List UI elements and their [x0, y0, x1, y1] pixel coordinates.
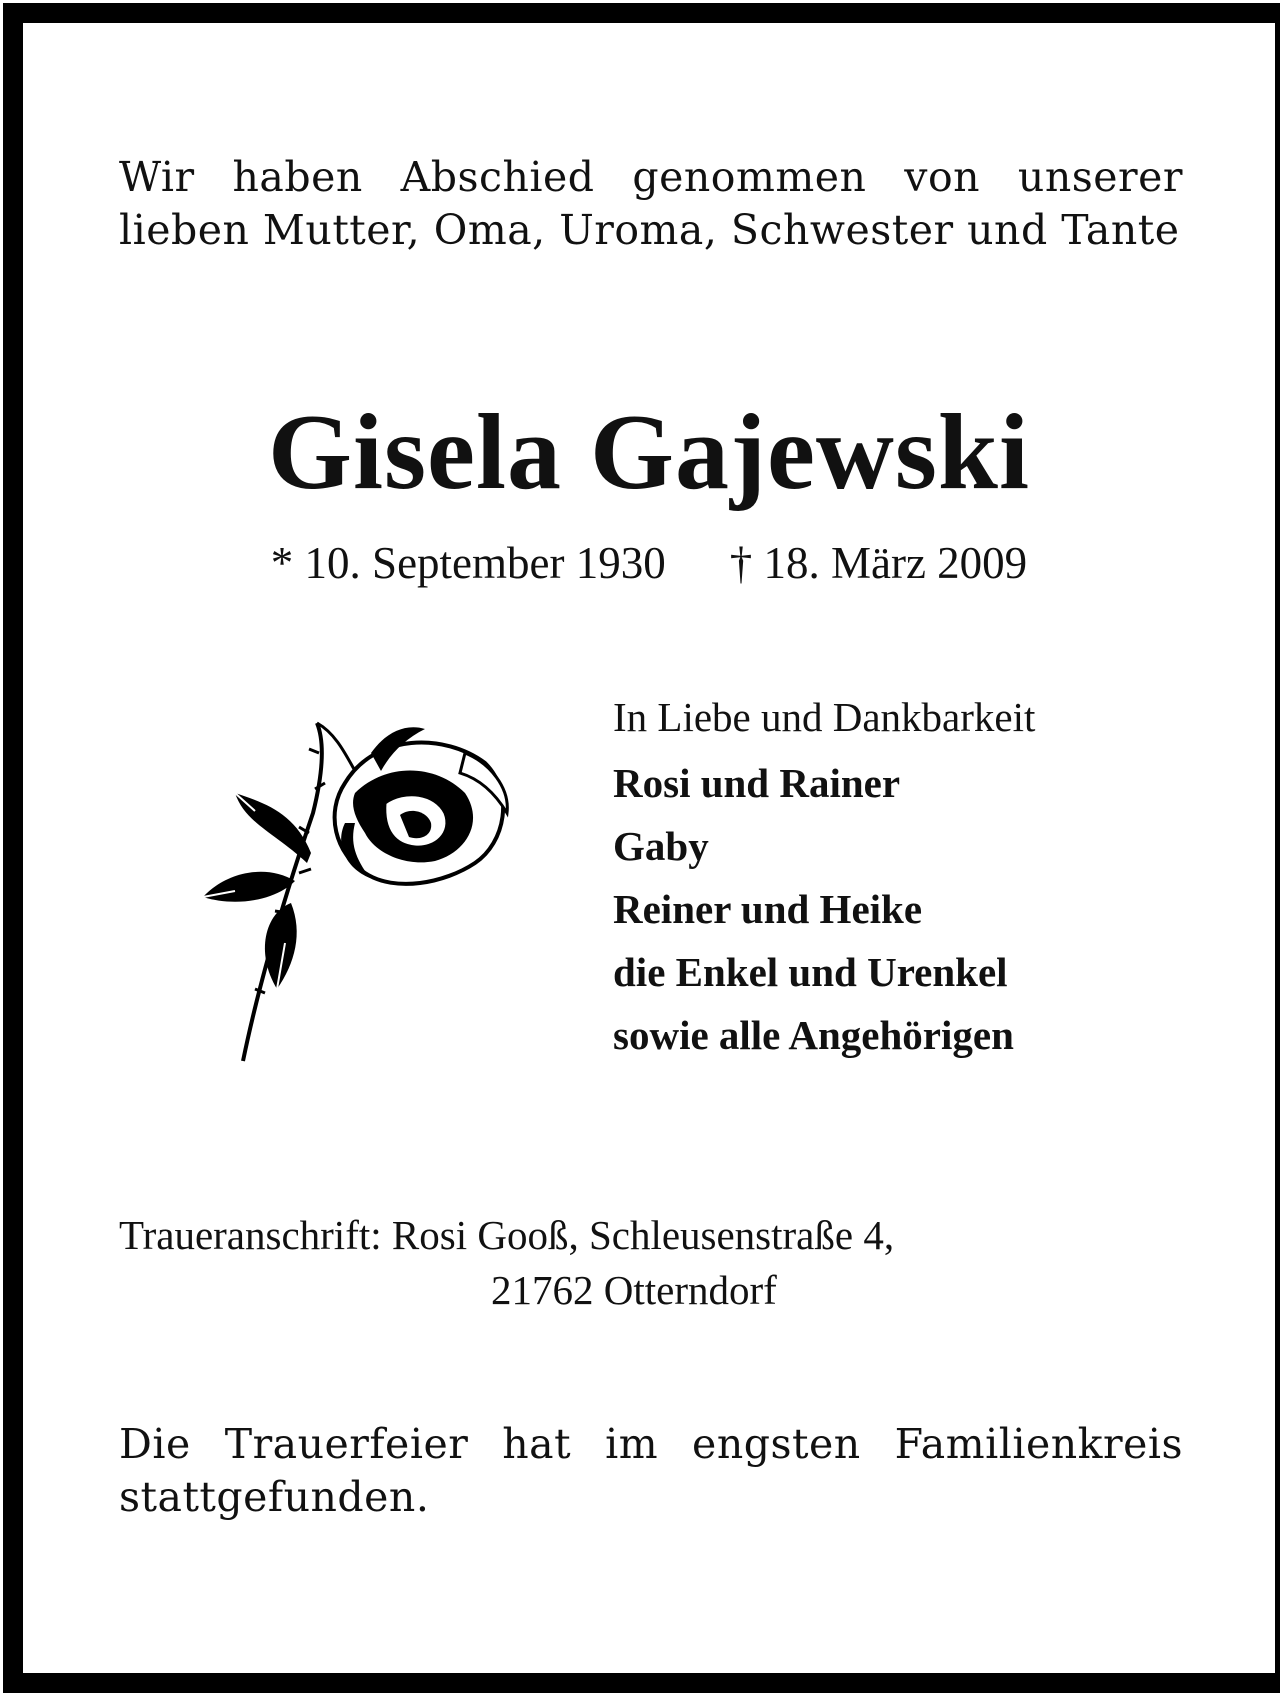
closing-text: Die Trauerfeier hat im engsten Familienkreis stattgefunden. [119, 1420, 1183, 1521]
intro-text: Wir haben Abschied genommen von unserer lieben Mutter, Oma, Uroma, Schwester und Tante [119, 153, 1183, 254]
family-lead: In Liebe und Dankbarkeit [613, 694, 1036, 740]
address-line2: 21762 Otterndorf [491, 1267, 777, 1313]
deceased-name: Gisela Gajewski [268, 393, 1030, 512]
family-name-item: Reiner und Heike [613, 886, 923, 932]
address-line1: Traueranschrift: Rosi Gooß, Schleusenstraße 4, [119, 1212, 895, 1258]
obituary-frame [3, 3, 1280, 1693]
family-section [613, 688, 1213, 1067]
family-name-item: Rosi und Rainer [613, 760, 901, 806]
birth-date: * 10. September 1930 [270, 538, 666, 588]
mourning-address [119, 1208, 1219, 1318]
rose-icon [195, 693, 535, 1073]
family-names [613, 752, 1213, 1067]
family-name-item: sowie alle Angehörigen [613, 1012, 1014, 1058]
life-dates [23, 535, 1275, 591]
death-date: † 18. März 2009 [729, 538, 1028, 588]
family-name-item: Gaby [613, 823, 709, 869]
family-name-item: die Enkel und Urenkel [613, 949, 1008, 995]
